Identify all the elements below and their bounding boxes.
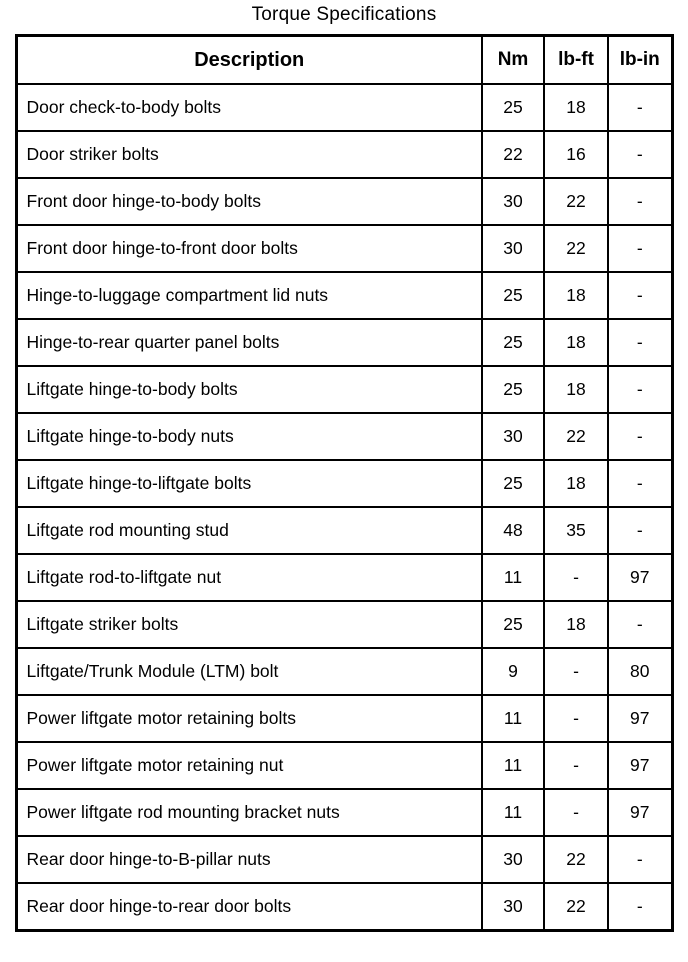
cell-description: Hinge-to-rear quarter panel bolts: [16, 319, 482, 366]
cell-nm: 30: [482, 413, 544, 460]
table-row: [16, 84, 672, 131]
cell-nm: 25: [482, 272, 544, 319]
cell-description: Liftgate rod-to-liftgate nut: [16, 554, 482, 601]
cell-description: Liftgate/Trunk Module (LTM) bolt: [16, 648, 482, 695]
table-row: [16, 695, 672, 742]
cell-lb-ft: 22: [544, 178, 608, 225]
cell-lb-ft: -: [544, 742, 608, 789]
cell-nm: 30: [482, 178, 544, 225]
cell-nm: 25: [482, 460, 544, 507]
cell-lb-in: 97: [608, 695, 672, 742]
cell-lb-in: -: [608, 366, 672, 413]
cell-nm: 9: [482, 648, 544, 695]
cell-lb-ft: 22: [544, 225, 608, 272]
table-row: [16, 789, 672, 836]
cell-lb-in: -: [608, 319, 672, 366]
cell-nm: 30: [482, 225, 544, 272]
cell-description: Rear door hinge-to-B-pillar nuts: [16, 836, 482, 883]
cell-lb-in: 97: [608, 742, 672, 789]
cell-lb-ft: 22: [544, 883, 608, 931]
cell-lb-in: -: [608, 507, 672, 554]
column-header-nm: Nm: [482, 36, 544, 85]
cell-lb-in: 97: [608, 789, 672, 836]
table-row: [16, 131, 672, 178]
table-row: [16, 225, 672, 272]
cell-description: Power liftgate rod mounting bracket nuts: [16, 789, 482, 836]
cell-nm: 25: [482, 601, 544, 648]
cell-description: Liftgate striker bolts: [16, 601, 482, 648]
cell-description: Door striker bolts: [16, 131, 482, 178]
table-header: [16, 36, 672, 85]
table-row: [16, 836, 672, 883]
cell-lb-ft: 22: [544, 413, 608, 460]
cell-description: Hinge-to-luggage compartment lid nuts: [16, 272, 482, 319]
cell-description: Liftgate hinge-to-body bolts: [16, 366, 482, 413]
cell-lb-in: -: [608, 131, 672, 178]
cell-lb-in: -: [608, 883, 672, 931]
table-row: [16, 460, 672, 507]
table-row: [16, 554, 672, 601]
cell-nm: 22: [482, 131, 544, 178]
cell-lb-in: -: [608, 836, 672, 883]
cell-nm: 25: [482, 84, 544, 131]
cell-description: Front door hinge-to-front door bolts: [16, 225, 482, 272]
cell-description: Liftgate hinge-to-liftgate bolts: [16, 460, 482, 507]
cell-lb-ft: 16: [544, 131, 608, 178]
cell-lb-ft: -: [544, 554, 608, 601]
table-row: [16, 178, 672, 225]
cell-nm: 11: [482, 789, 544, 836]
cell-description: Front door hinge-to-body bolts: [16, 178, 482, 225]
cell-nm: 11: [482, 695, 544, 742]
cell-lb-ft: -: [544, 789, 608, 836]
cell-description: Power liftgate motor retaining bolts: [16, 695, 482, 742]
cell-lb-in: 97: [608, 554, 672, 601]
cell-description: Door check-to-body bolts: [16, 84, 482, 131]
cell-nm: 30: [482, 883, 544, 931]
cell-description: Liftgate rod mounting stud: [16, 507, 482, 554]
table-row: [16, 883, 672, 931]
cell-lb-ft: 18: [544, 84, 608, 131]
cell-lb-ft: -: [544, 695, 608, 742]
cell-description: Rear door hinge-to-rear door bolts: [16, 883, 482, 931]
cell-lb-ft: 18: [544, 460, 608, 507]
cell-lb-ft: 18: [544, 366, 608, 413]
table-row: [16, 742, 672, 789]
cell-lb-ft: 18: [544, 272, 608, 319]
torque-specifications-table: [15, 34, 674, 932]
column-header-description: Description: [16, 36, 482, 85]
cell-lb-ft: 35: [544, 507, 608, 554]
table-row: [16, 601, 672, 648]
column-header-lb-ft: lb-ft: [544, 36, 608, 85]
page-title: Torque Specifications: [251, 4, 437, 25]
cell-lb-ft: 18: [544, 601, 608, 648]
cell-description: Power liftgate motor retaining nut: [16, 742, 482, 789]
cell-lb-in: 80: [608, 648, 672, 695]
cell-lb-in: -: [608, 178, 672, 225]
table-row: [16, 319, 672, 366]
cell-nm: 11: [482, 742, 544, 789]
cell-lb-ft: -: [544, 648, 608, 695]
cell-lb-in: -: [608, 225, 672, 272]
table-row: [16, 272, 672, 319]
table-row: [16, 413, 672, 460]
table-row: [16, 648, 672, 695]
cell-lb-in: -: [608, 601, 672, 648]
cell-lb-in: -: [608, 84, 672, 131]
cell-lb-in: -: [608, 272, 672, 319]
table-header-row: [16, 36, 672, 85]
cell-lb-ft: 18: [544, 319, 608, 366]
cell-lb-in: -: [608, 460, 672, 507]
cell-lb-ft: 22: [544, 836, 608, 883]
cell-nm: 25: [482, 366, 544, 413]
cell-nm: 48: [482, 507, 544, 554]
table-row: [16, 366, 672, 413]
cell-nm: 11: [482, 554, 544, 601]
cell-description: Liftgate hinge-to-body nuts: [16, 413, 482, 460]
cell-nm: 30: [482, 836, 544, 883]
table-row: [16, 507, 672, 554]
cell-nm: 25: [482, 319, 544, 366]
table-body: [16, 84, 672, 931]
column-header-lb-in: lb-in: [608, 36, 672, 85]
cell-lb-in: -: [608, 413, 672, 460]
